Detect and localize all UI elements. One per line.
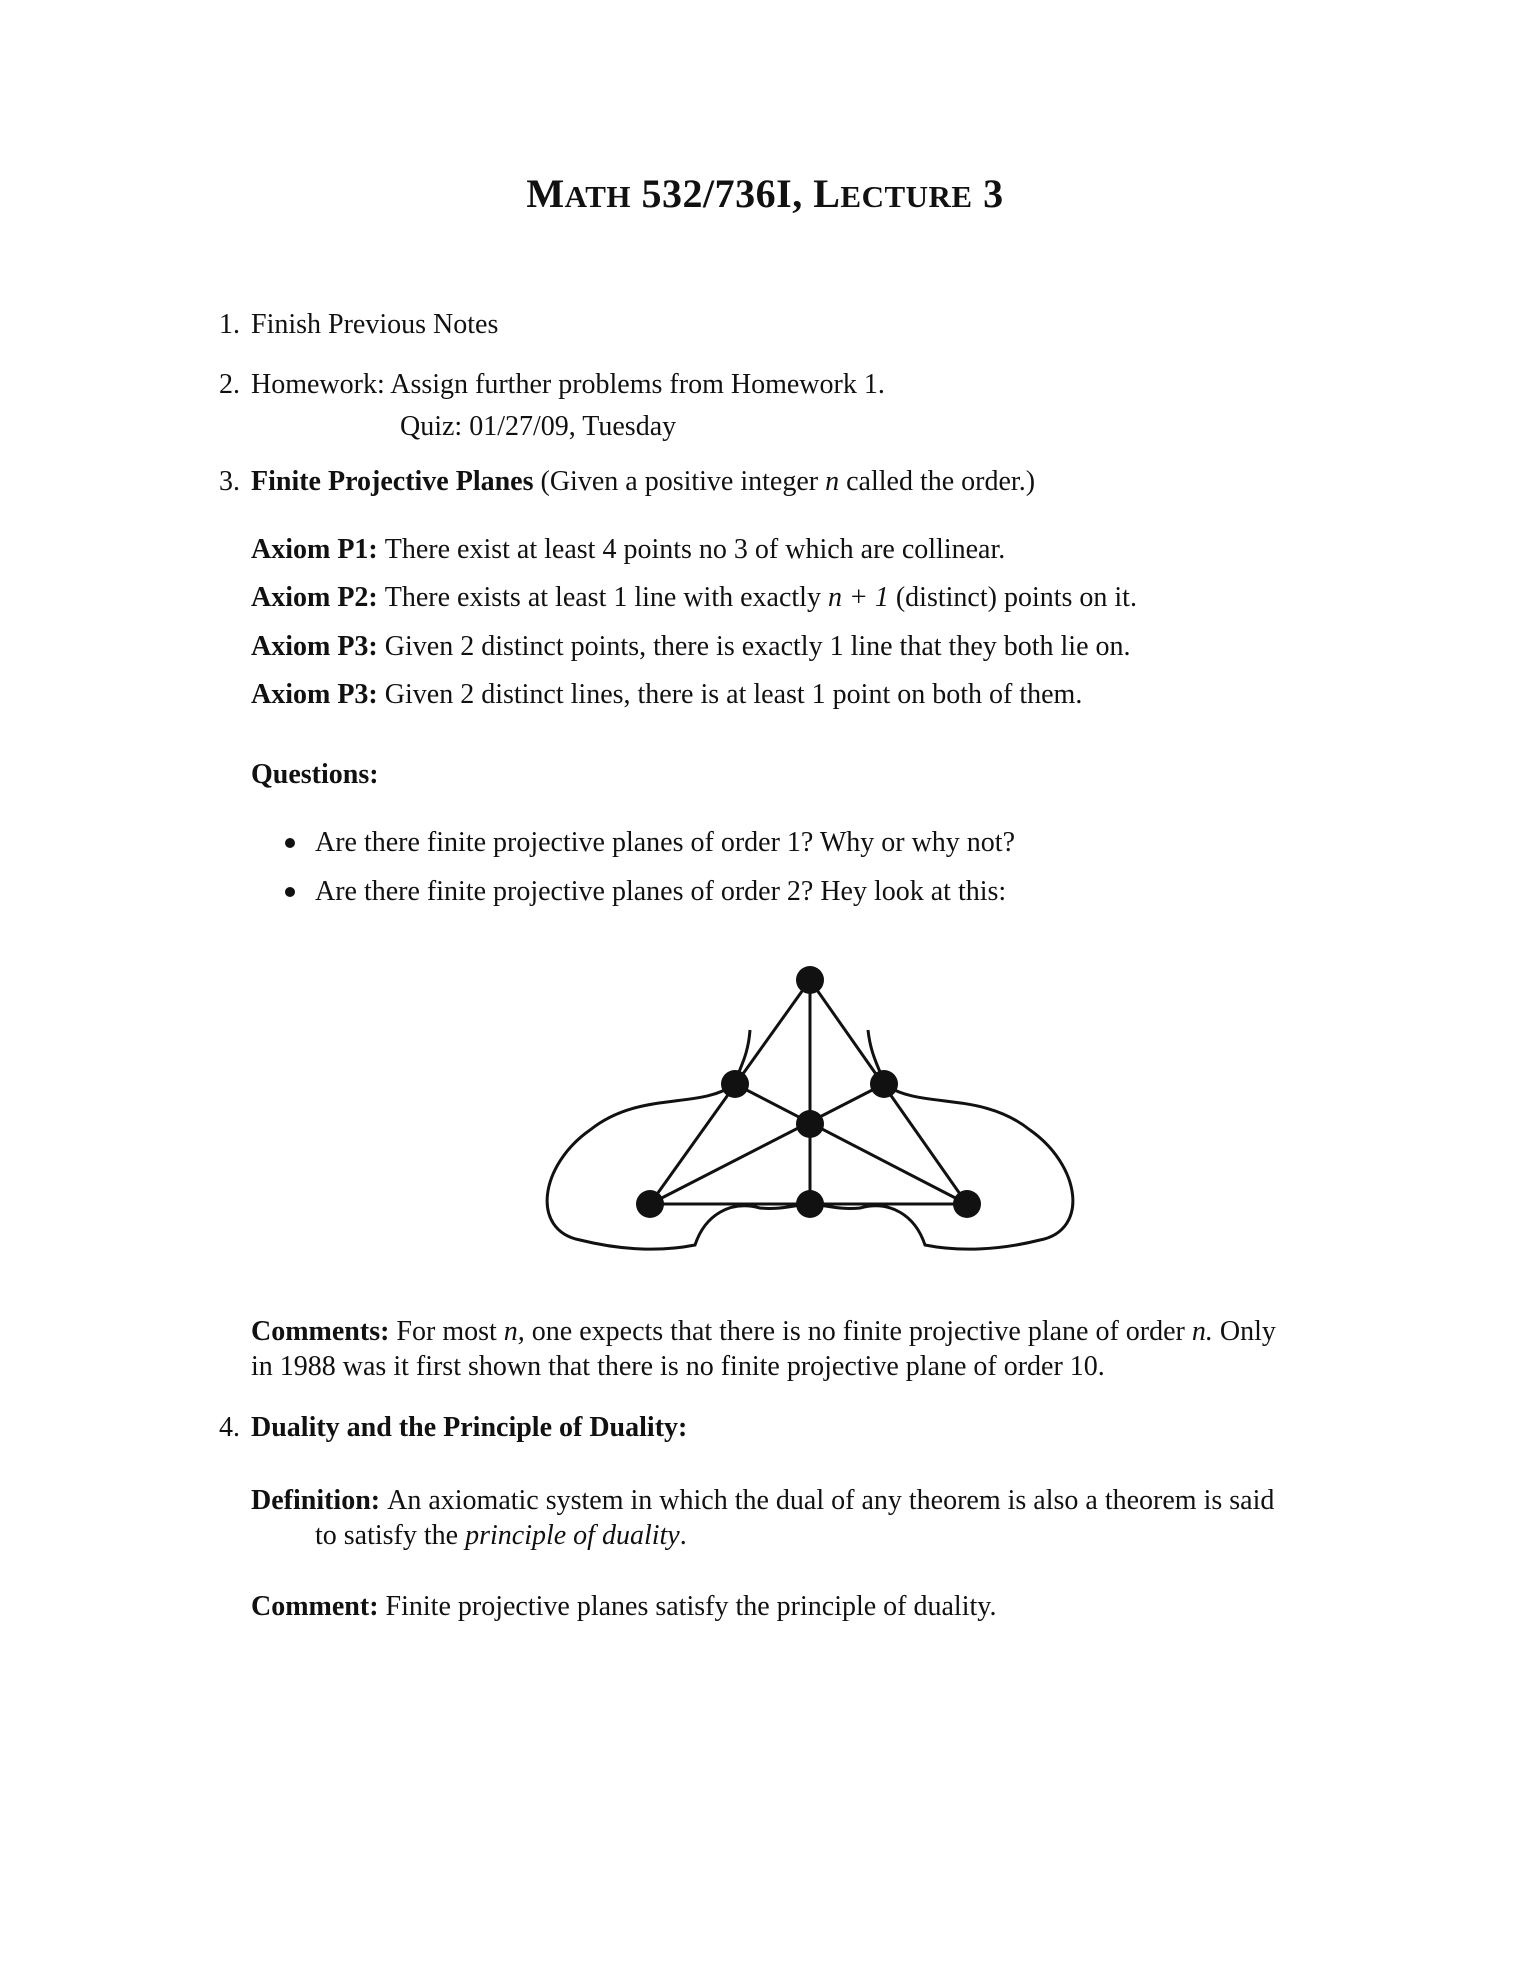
definition-line-1: Definition: An axiomatic system in which the dual of any theorem is also a theorem is said xyxy=(251,1485,1275,1516)
comments-line-1: Comments: For most n, one expects that there is no finite projective plane of order n. Only xyxy=(251,1316,1276,1347)
point-bottom-left xyxy=(636,1190,664,1218)
homework-text: Assign further problems from Homework 1. xyxy=(390,369,885,400)
var-n: n xyxy=(825,466,840,497)
question-1: Are there finite projective planes of order 1? Why or why not? xyxy=(315,827,1015,858)
section-finite-projective-planes: Finite Projective Planes (Given a positive integer n called the order.) xyxy=(251,466,1036,497)
comments-line-2: in 1988 was it first shown that there is no finite projective plane of order 10. xyxy=(251,1351,1105,1382)
point-mid-right xyxy=(870,1070,898,1098)
axiom-p1: Axiom P1: There exist at least 4 points no 3 of which are collinear. xyxy=(251,534,1006,565)
item-1-text: Finish Previous Notes xyxy=(251,309,499,340)
item-number-1: 1. xyxy=(219,309,240,340)
item-number-4: 4. xyxy=(219,1412,240,1443)
axiom-p4: Axiom P3: Given 2 distinct lines, there is at least 1 point on both of them. xyxy=(251,679,1083,710)
questions-heading: Questions: xyxy=(251,759,379,790)
question-2: Are there finite projective planes of order 2? Hey look at this: xyxy=(315,876,1007,907)
axiom-p3: Axiom P3: Given 2 distinct points, there is exactly 1 line that they both lie on. xyxy=(251,631,1131,662)
point-top xyxy=(796,966,824,994)
point-mid-left xyxy=(721,1070,749,1098)
homework-label: Homework: xyxy=(251,369,385,400)
item-number-3: 3. xyxy=(219,466,240,497)
point-center xyxy=(796,1110,824,1138)
page-title: MATH 532/736I, LECTURE 3 xyxy=(526,171,1004,216)
axiom-p2: Axiom P2: There exists at least 1 line with exactly n + 1 (distinct) points on it. xyxy=(251,582,1137,613)
comment-duality: Comment: Finite projective planes satisfy the principle of duality. xyxy=(251,1591,997,1622)
quiz-line: Quiz: 01/27/09, Tuesday xyxy=(400,411,677,442)
point-bottom-right xyxy=(953,1190,981,1218)
section-heading: Finite Projective Planes xyxy=(251,466,534,497)
definition-line-2: to satisfy the principle of duality. xyxy=(315,1520,687,1551)
section-duality: Duality and the Principle of Duality: xyxy=(251,1412,688,1443)
point-bottom-mid xyxy=(796,1190,824,1218)
item-number-2: 2. xyxy=(219,369,240,400)
